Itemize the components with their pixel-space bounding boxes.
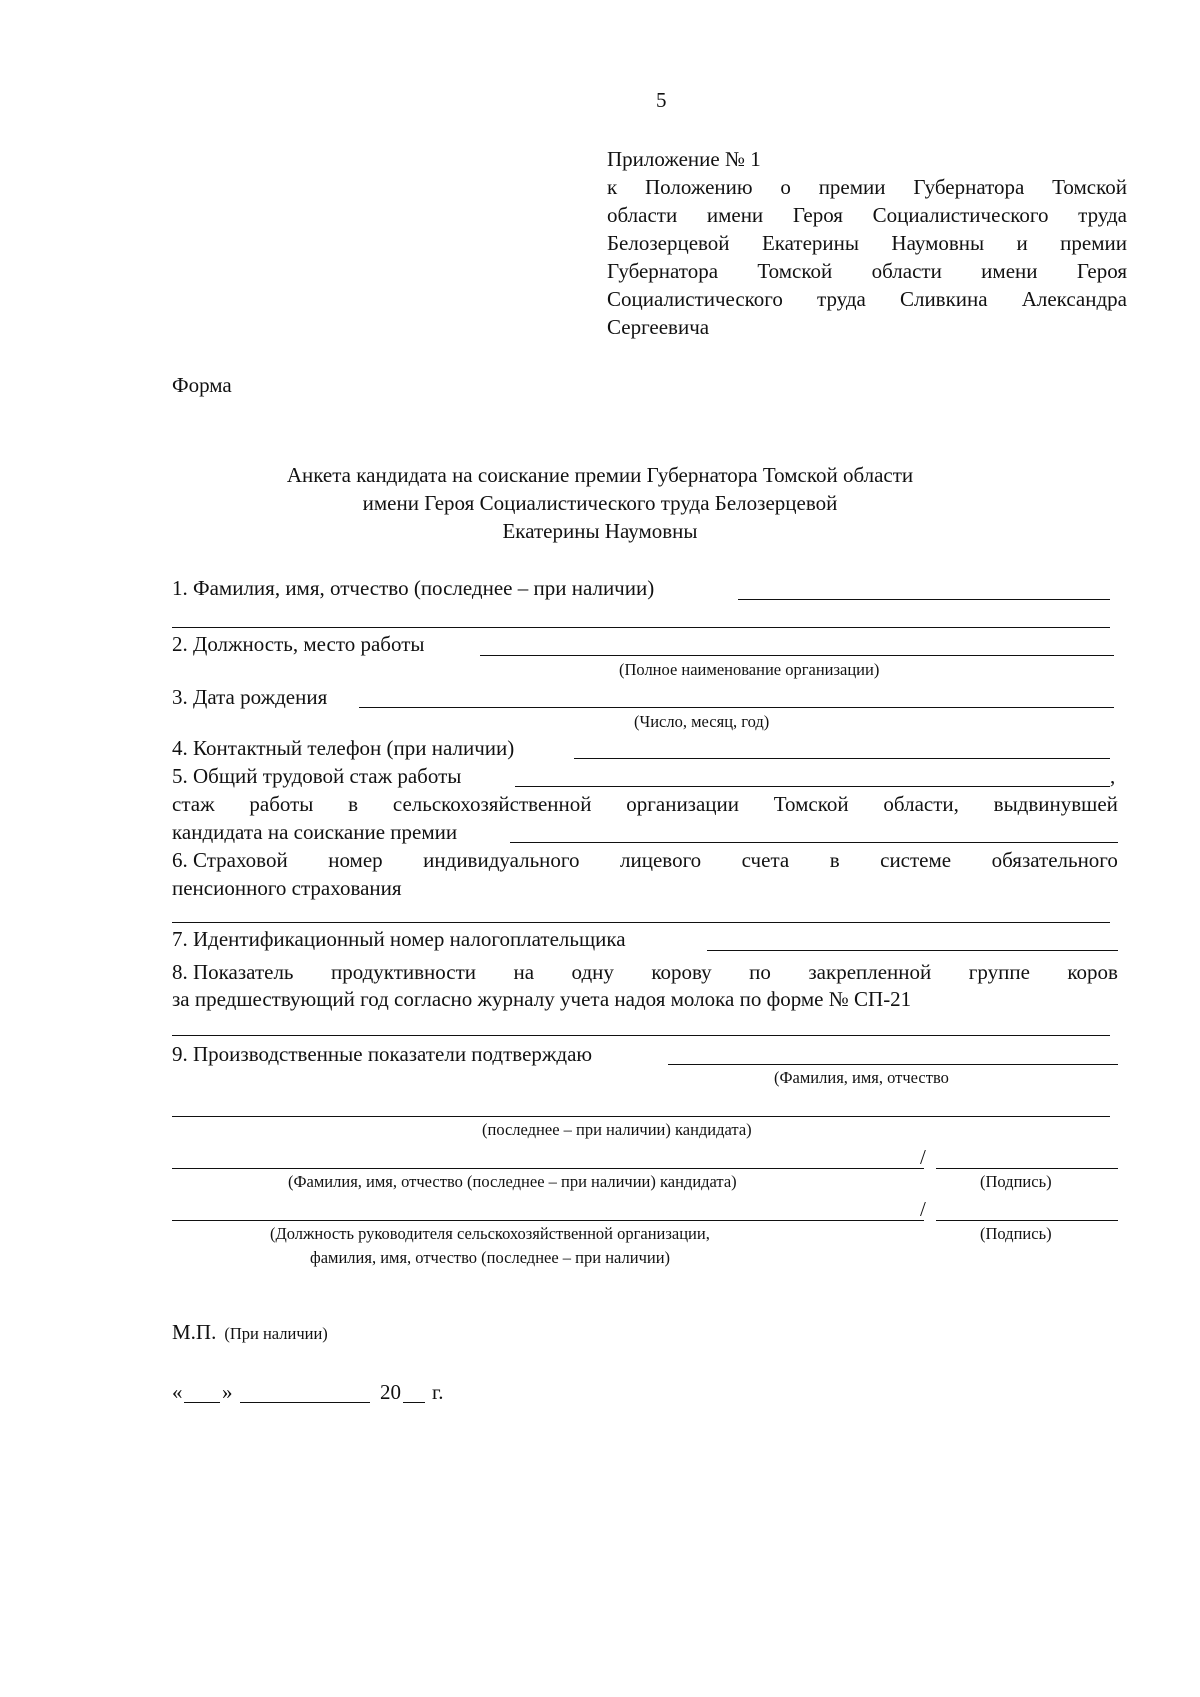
word: в <box>829 848 840 872</box>
candidate-signature-line[interactable] <box>936 1168 1118 1169</box>
field-9-hint-2: (последнее – при наличии) кандидата) <box>482 1120 752 1139</box>
title-line: Анкета кандидата на соискание премии Губернатора Томской области <box>286 463 914 487</box>
snils-input-line[interactable] <box>172 922 1110 923</box>
field-3-hint: (Число, месяц, год) <box>634 712 770 731</box>
word: коров <box>1067 960 1118 984</box>
document-title <box>150 461 1050 545</box>
word: Томской <box>773 792 849 816</box>
field-4-label: 4. Контактный телефон (при наличии) <box>172 736 515 760</box>
candidate-name-line[interactable] <box>172 1168 924 1169</box>
field-3-label: 3. Дата рождения <box>172 685 328 709</box>
candidate-name-hint: (Фамилия, имя, отчество (последнее – при наличии) кандидата) <box>288 1172 737 1191</box>
word: корову <box>651 960 712 984</box>
field-5-comma: , <box>1110 764 1116 788</box>
word: индивидуального <box>423 848 580 872</box>
year-input-line[interactable] <box>403 1402 425 1403</box>
stamp-hint: (При наличии) <box>224 1324 328 1343</box>
head-signature-hint: (Подпись) <box>980 1224 1052 1243</box>
candidate-signature-hint: (Подпись) <box>980 1172 1052 1191</box>
word: стаж <box>172 792 215 816</box>
head-signature-line[interactable] <box>936 1220 1118 1221</box>
appendix-line: области имени Героя Социалистического труда <box>607 203 1127 227</box>
field-1-label: 1. Фамилия, имя, отчество (последнее – при наличии) <box>172 576 655 600</box>
total-experience-input-line[interactable] <box>515 786 1110 787</box>
field-2-label: 2. Должность, место работы <box>172 632 425 656</box>
word: выдвинувшей <box>993 792 1118 816</box>
word: номер <box>328 848 383 872</box>
confirmer-name-input-line[interactable] <box>668 1064 1118 1065</box>
word: одну <box>571 960 614 984</box>
appendix-line: Губернатора Томской области имени Героя <box>607 259 1127 283</box>
field-6-line-2: пенсионного страхования <box>172 876 402 900</box>
field-2-hint: (Полное наименование организации) <box>619 660 880 679</box>
date-open-quote: « <box>172 1380 183 1404</box>
appendix-line: Сергеевича <box>607 315 710 339</box>
inn-input-line[interactable] <box>707 950 1118 951</box>
head-name-hint-2: фамилия, имя, отчество (последнее – при наличии) <box>310 1248 671 1267</box>
field-5-line-3: кандидата на соискание премии <box>172 820 458 844</box>
phone-input-line[interactable] <box>574 758 1110 759</box>
field-7-label: 7. Идентификационный номер налогоплательщика <box>172 927 626 951</box>
page-number: 5 <box>656 88 667 112</box>
appendix-line: Приложение № 1 <box>607 147 761 171</box>
word: продуктивности <box>330 960 477 984</box>
field-8-label <box>172 958 1118 986</box>
productivity-input-line[interactable] <box>172 1035 1110 1036</box>
signature-slash: / <box>920 1197 926 1221</box>
field-5-label: 5. Общий трудовой стаж работы <box>172 764 462 788</box>
agricultural-experience-input-line[interactable] <box>510 842 1118 843</box>
word: 8. Показатель <box>172 960 294 984</box>
field-9-label: 9. Производственные показатели подтверждаю <box>172 1042 593 1066</box>
head-name-line[interactable] <box>172 1220 924 1221</box>
full-name-input-line-continued[interactable] <box>172 627 1110 628</box>
form-label: Форма <box>172 373 232 397</box>
head-name-hint-1: (Должность руководителя сельскохозяйственной организации, <box>270 1224 710 1243</box>
title-line: имени Героя Социалистического труда Белозерцевой <box>362 491 838 515</box>
field-6-label <box>172 846 1118 874</box>
date-close-quote: » <box>222 1380 233 1404</box>
year-prefix: 20 <box>380 1380 401 1404</box>
word: группе <box>968 960 1030 984</box>
word: обязательного <box>991 848 1118 872</box>
word: 6. Страховой <box>172 848 288 872</box>
word: области, <box>883 792 959 816</box>
birth-date-input-line[interactable] <box>359 707 1114 708</box>
word: на <box>513 960 535 984</box>
year-suffix: г. <box>432 1380 444 1404</box>
field-9-hint-1: (Фамилия, имя, отчество <box>774 1068 949 1087</box>
stamp-block <box>172 1318 328 1346</box>
word: сельскохозяйственной <box>392 792 592 816</box>
day-input-line[interactable] <box>184 1402 220 1403</box>
title-line: Екатерины Наумовны <box>502 519 698 543</box>
position-input-line[interactable] <box>480 655 1114 656</box>
signature-slash: / <box>920 1145 926 1169</box>
appendix-line: Социалистического труда Сливкина Александра <box>607 287 1127 311</box>
appendix-line: Белозерцевой Екатерины Наумовны и премии <box>607 231 1127 255</box>
word: системе <box>880 848 952 872</box>
appendix-line: к Положению о премии Губернатора Томской <box>607 175 1127 199</box>
word: лицевого <box>620 848 702 872</box>
word: в <box>348 792 359 816</box>
word: счета <box>741 848 790 872</box>
word: организации <box>626 792 740 816</box>
field-5-continuation <box>172 790 1118 818</box>
confirmer-name-input-line-continued[interactable] <box>172 1116 1110 1117</box>
appendix-header <box>607 145 1127 341</box>
full-name-input-line[interactable] <box>738 599 1110 600</box>
month-input-line[interactable] <box>240 1402 370 1403</box>
word: по <box>749 960 771 984</box>
word: закрепленной <box>808 960 932 984</box>
stamp-label: М.П. <box>172 1320 217 1344</box>
field-8-line-2: за предшествующий год согласно журналу учета надоя молока по форме № СП-21 <box>172 987 912 1011</box>
word: работы <box>249 792 314 816</box>
